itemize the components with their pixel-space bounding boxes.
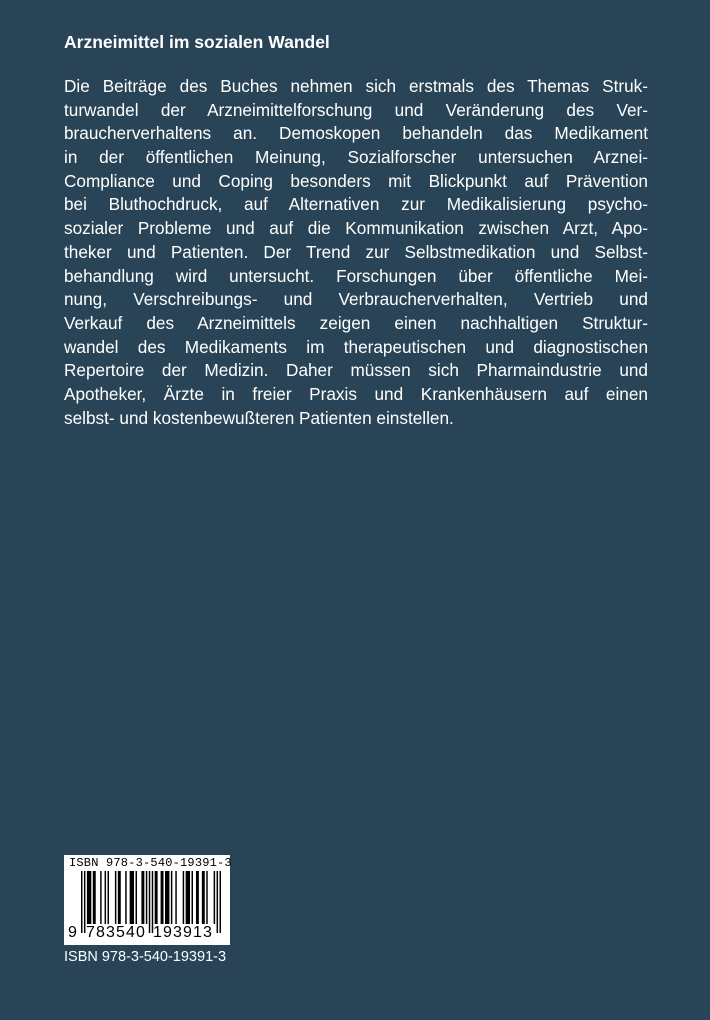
- blurb-line: theker und Patienten. Der Trend zur Selbstmedikation und Selbst-: [64, 241, 648, 262]
- blurb-line: bei Bluthochdruck, auf Alternativen zur Medikalisierung psycho-: [64, 194, 648, 215]
- isbn-text: ISBN 978-3-540-19391-3: [64, 949, 227, 965]
- blurb-line: Repertoire der Medizin. Daher müssen sich Pharmaindustrie und: [64, 360, 648, 381]
- barcode-bar: [196, 871, 199, 924]
- blurb-line: in der öffentlichen Meinung, Sozialforscher untersuchen Arznei-: [64, 147, 648, 168]
- barcode-bar: [161, 871, 164, 924]
- blurb-line: Compliance und Coping besonders mit Blickpunkt auf Prävention: [64, 170, 648, 191]
- ean-first-digit: 9: [68, 924, 77, 941]
- ean-left-group: 783540: [86, 924, 146, 941]
- book-title: Arzneimittel im sozialen Wandel: [64, 32, 330, 52]
- barcode-bar: [100, 871, 101, 924]
- blurb-line: wandel des Medikaments im therapeutischen und diagnostischen: [64, 336, 648, 357]
- barcode-bar: [171, 871, 172, 924]
- barcode-bar: [108, 871, 109, 924]
- barcode-bar: [115, 871, 116, 924]
- barcode-bar: [220, 871, 221, 933]
- barcode-bar: [175, 871, 176, 924]
- barcode-bar: [141, 871, 144, 924]
- barcode-bar: [146, 871, 147, 924]
- barcode-bar: [155, 871, 158, 924]
- barcode-bar: [130, 871, 134, 924]
- barcode-bar: [183, 871, 184, 924]
- barcode-bar: [214, 871, 215, 924]
- barcode-bar: [81, 871, 82, 933]
- blurb-text: [64, 75, 648, 430]
- blurb-line: behandlung wird untersucht. Forschungen über öffentliche Mei-: [64, 265, 648, 286]
- barcode-bar: [202, 871, 205, 924]
- blurb-line: sozialer Probleme und auf die Kommunikation zwischen Arzt, Apo-: [64, 218, 648, 239]
- barcode-bar: [87, 871, 91, 924]
- blurb-line: Verkauf des Arzneimittels zeigen einen nachhaltigen Struktur-: [64, 312, 648, 333]
- blurb-line: braucherverhaltens an. Demoskopen behandeln das Medikament: [64, 123, 648, 144]
- barcode-bar: [93, 871, 96, 924]
- barcode-bar: [105, 871, 106, 924]
- barcode-bar: [136, 871, 137, 924]
- blurb-line: Die Beiträge des Buches nehmen sich erstmals des Themas Struk-: [64, 76, 648, 96]
- blurb-line: nung, Verschreibungs- und Verbraucherverhalten, Vertrieb und: [64, 289, 648, 310]
- blurb-line: selbst- und kostenbewußteren Patienten einstellen.: [64, 407, 454, 428]
- barcode-bar: [118, 871, 121, 924]
- barcode-bar: [149, 871, 150, 933]
- barcode-isbn-label: ISBN 978-3-540-19391-3: [69, 856, 232, 870]
- barcode: [64, 855, 230, 945]
- barcode-bar: [186, 871, 190, 924]
- blurb-line: Apotheker, Ärzte in freier Praxis und Krankenhäusern auf einen: [64, 383, 648, 404]
- blurb-line: turwandel der Arzneimittelforschung und Veränderung des Ver-: [64, 99, 648, 120]
- barcode-bar: [125, 871, 126, 924]
- ean-right-group: 193913: [153, 924, 213, 941]
- barcode-bar: [165, 871, 169, 924]
- barcode-bar: [192, 871, 193, 924]
- barcode-bar: [206, 871, 207, 924]
- barcode-bar: [217, 871, 218, 933]
